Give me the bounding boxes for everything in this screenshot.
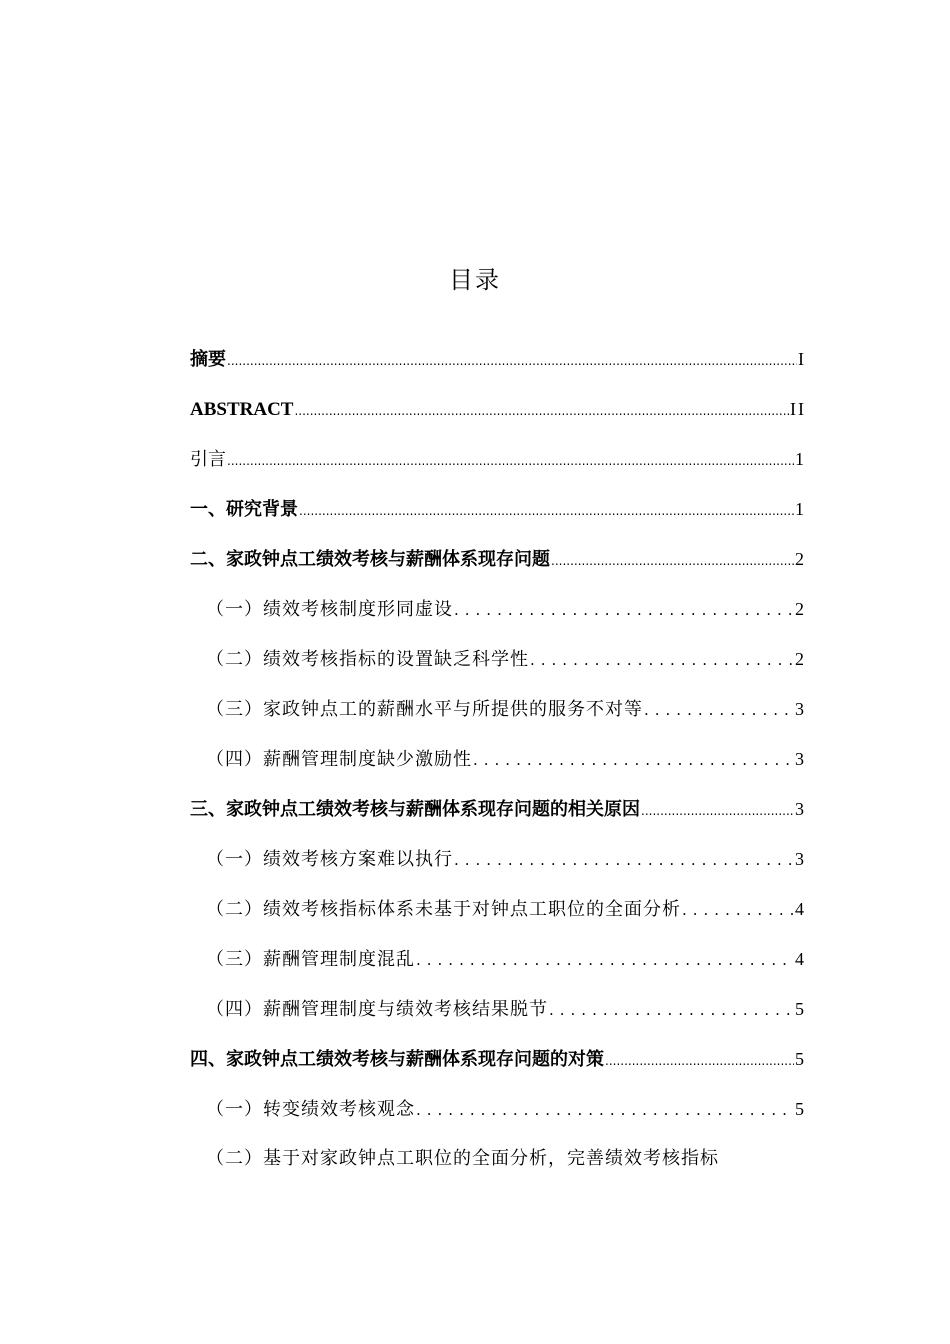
toc-page-number: 4 [795,949,806,969]
toc-dot-leader [227,442,794,480]
toc-entry-label: 三、家政钟点工绩效考核与薪酬体系现存问题的相关原因 [190,799,640,820]
toc-page-number: 3 [795,699,806,719]
toc-entry[interactable] [190,1140,806,1190]
toc-entry-label: （四）薪酬管理制度缺少激励性 [206,749,472,770]
toc-dot-leader [605,1042,794,1080]
toc-entry[interactable] [190,740,806,790]
toc-title: 目录 [449,266,501,294]
toc-entry[interactable] [190,1090,806,1140]
toc-page-number: I [798,349,806,369]
toc-entry[interactable] [190,540,806,590]
toc-entry-label: 二、家政钟点工绩效考核与薪酬体系现存问题 [190,549,550,570]
toc-page-number: 2 [795,649,806,669]
toc-entry-label: 四、家政钟点工绩效考核与薪酬体系现存问题的对策 [190,1049,604,1070]
toc-entry-label: （一）绩效考核方案难以执行 [206,849,453,870]
toc-entry-label: （二）基于对家政钟点工职位的全面分析，完善绩效考核指标 [206,1148,719,1169]
toc-page-number: 3 [795,799,806,819]
toc-dot-leader [299,492,794,530]
toc-dot-leader [549,991,794,1029]
toc-entry[interactable] [190,990,806,1040]
toc-entry[interactable] [190,690,806,740]
toc-entry-label: 摘要 [190,349,226,370]
toc-dot-leader [227,342,797,380]
toc-entry[interactable] [190,640,806,690]
toc-dot-leader [294,392,789,430]
toc-entry-label: ABSTRACT [190,399,294,420]
toc-entry[interactable] [190,340,806,390]
toc-entry[interactable] [190,940,806,990]
toc-page-number: 5 [795,1099,806,1119]
toc-dot-leader [551,542,794,580]
toc-entry[interactable] [190,1040,806,1090]
toc-dot-leader [473,741,794,779]
toc-page-number: 3 [795,749,806,769]
toc-page-number: 1 [795,499,806,519]
toc-dot-leader [644,691,794,729]
toc-page-number: 4 [795,899,806,919]
toc-entry-label: （二）绩效考核指标体系未基于对钟点工职位的全面分析 [206,899,681,920]
toc-page-number: II [790,399,806,419]
toc-entry-label: （一）绩效考核制度形同虚设 [206,599,453,620]
toc-entry-label: （三）薪酬管理制度混乱 [206,949,415,970]
toc-entry[interactable] [190,890,806,940]
toc-entry-label: （二）绩效考核指标的设置缺乏科学性 [206,649,529,670]
toc-entry[interactable] [190,490,806,540]
toc-page-number: 5 [795,1049,806,1069]
toc-entry[interactable] [190,390,806,440]
toc-dot-leader [682,891,794,929]
toc-dot-leader [641,792,794,830]
toc-entry-label: 一、研究背景 [190,499,298,520]
toc-dot-leader [416,941,794,979]
toc-entry[interactable] [190,790,806,840]
toc-entry-label: 引言 [190,449,226,470]
toc-dot-leader [416,1091,794,1129]
toc-page-number: 2 [795,549,806,569]
toc-dot-leader [454,591,794,629]
toc-entry-label: （一）转变绩效考核观念 [206,1099,415,1120]
toc-page-number: 5 [795,999,806,1019]
toc-dot-leader [530,641,794,679]
table-of-contents [190,340,806,1190]
toc-page-number: 1 [795,449,806,469]
toc-entry[interactable] [190,590,806,640]
toc-entry-label: （三）家政钟点工的薪酬水平与所提供的服务不对等 [206,699,643,720]
toc-dot-leader [454,841,794,879]
toc-entry[interactable] [190,840,806,890]
toc-entry-label: （四）薪酬管理制度与绩效考核结果脱节 [206,999,548,1020]
toc-entry[interactable] [190,440,806,490]
toc-page-number: 2 [795,599,806,619]
toc-page-number: 3 [795,849,806,869]
